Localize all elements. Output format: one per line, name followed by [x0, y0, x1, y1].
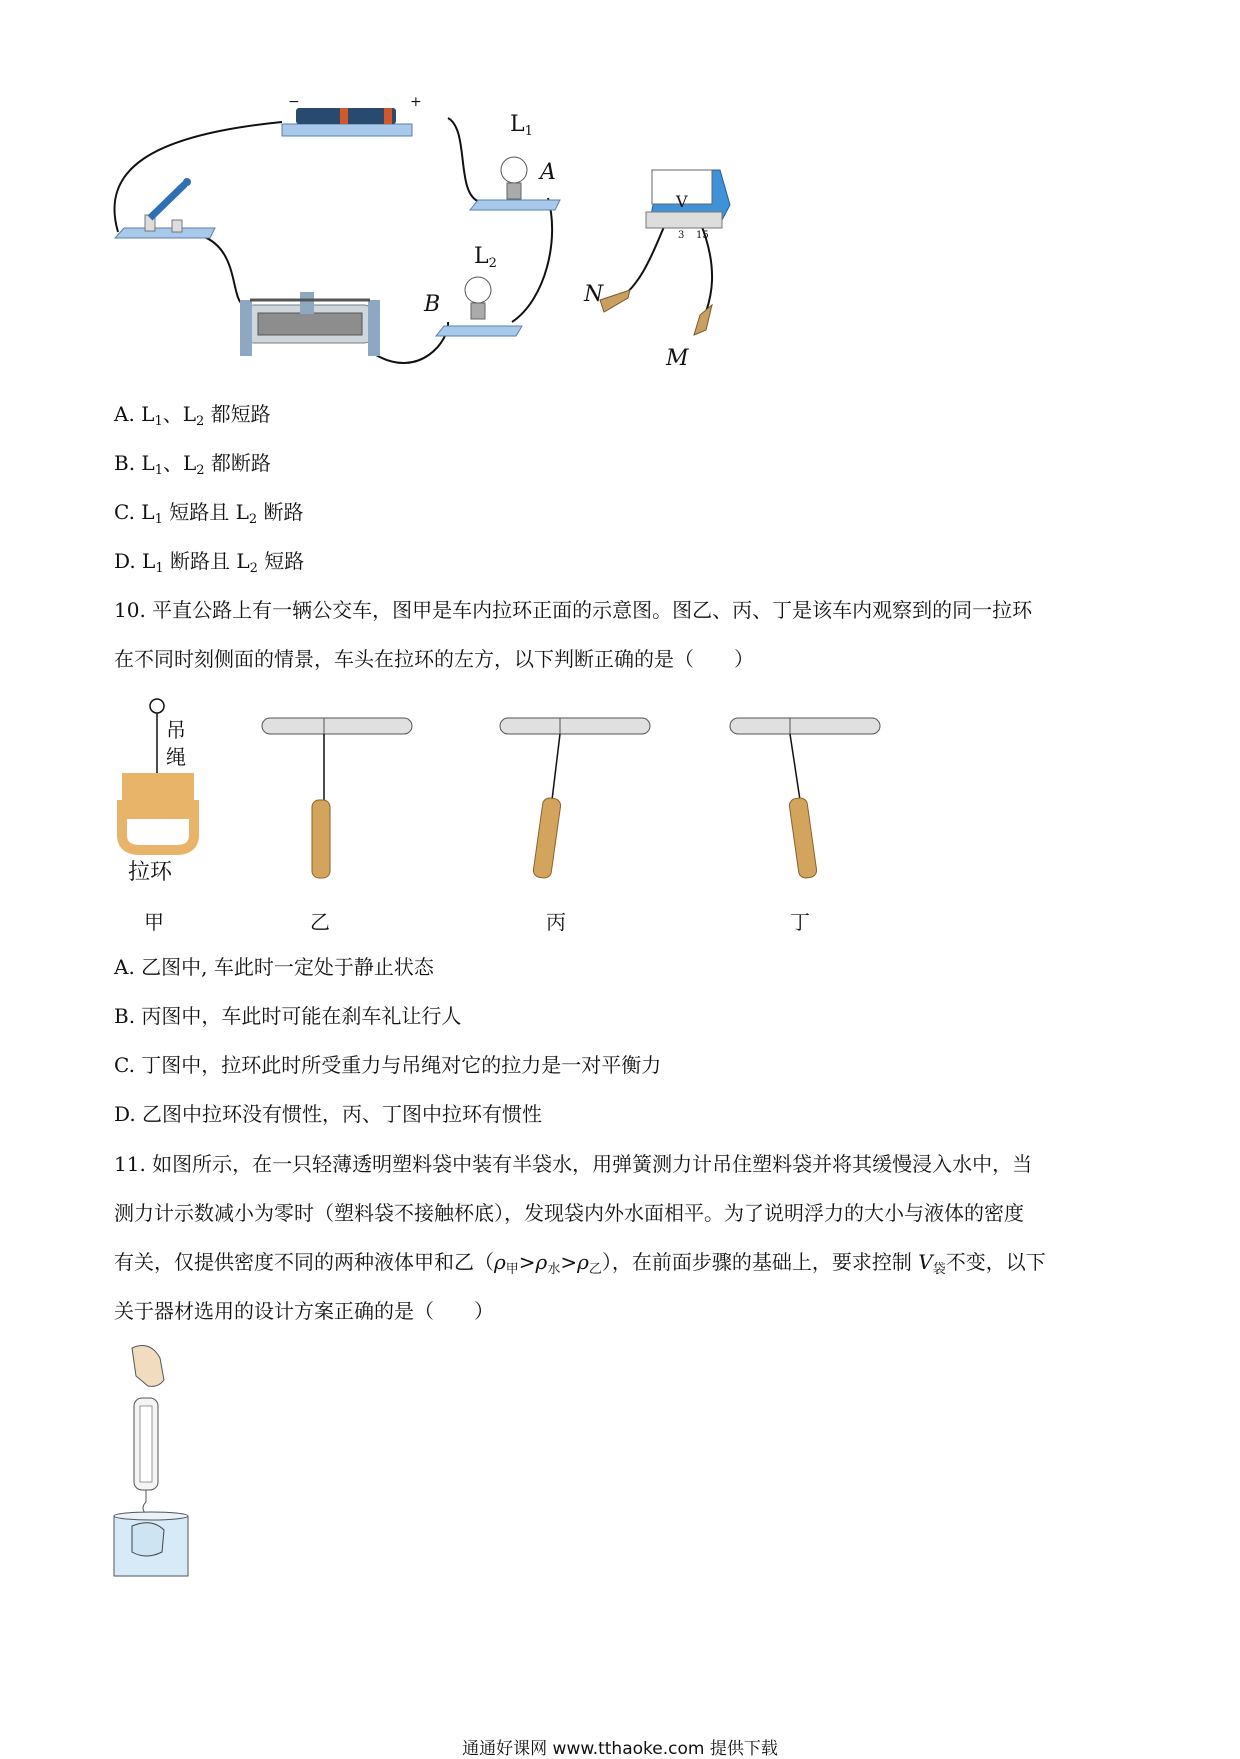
label-b: B: [424, 292, 441, 317]
caption-bing: 丙: [546, 910, 566, 934]
q9-option-a: A. $L_1$、$L_2$ 都短路: [114, 402, 271, 429]
battery-icon: [282, 108, 412, 136]
q11-line-1: 11. 如图所示，在一只轻薄透明塑料袋中装有半袋水，用弹簧测力计吊住塑料袋并将其缓慢浸入水中，当: [114, 1152, 1033, 1176]
label-15: 15: [696, 230, 709, 241]
q11-line-4: 关于器材选用的设计方案正确的是（ ）: [114, 1299, 494, 1323]
q11-line-3: 有关，仅提供密度不同的两种液体甲和乙$(\rho_甲>\rho_水>\rho_乙)$，在前面步骤的基础上，要求控制 $V_袋$不变，以下: [114, 1250, 1046, 1277]
q11-line-2: 测力计示数减小为零时（塑料袋不接触杯底），发现袋内外水面相平。为了说明浮力的大小与液体的密度: [114, 1201, 1024, 1225]
label-ring: 拉环: [128, 860, 173, 885]
hand-icon: [132, 1346, 164, 1387]
label-l2: $L_2$: [474, 244, 497, 271]
q9-option-b: B. $L_1$、$L_2$ 都断路: [114, 451, 271, 478]
ring-side-ding-icon: [730, 718, 880, 879]
circuit-diagram: [0, 0, 1240, 400]
label-n: N: [584, 282, 604, 307]
caption-yi: 乙: [310, 910, 330, 934]
q10-line-2: 在不同时刻侧面的情景，车头在拉环的左方，以下判断正确的是（ ）: [114, 647, 754, 671]
label-rope-2: 绳: [166, 745, 186, 769]
q9-option-c: C. $L_1$ 短路且 $L_2$ 断路: [114, 500, 304, 527]
label-minus: −: [288, 94, 300, 110]
label-l1: $L_1$: [510, 112, 533, 139]
q10-option-b: B. 丙图中，车此时可能在刹车礼让行人: [114, 1004, 462, 1028]
q9-option-d: D. $L_1$ 断路且 $L_2$ 短路: [114, 549, 305, 576]
label-v: V: [676, 192, 688, 211]
spring-scale-icon: [134, 1398, 158, 1514]
caption-ding: 丁: [790, 910, 810, 934]
label-3: 3: [678, 230, 685, 241]
ring-side-yi-icon: [262, 718, 412, 878]
beaker-icon: [114, 1512, 188, 1576]
label-m: M: [666, 346, 689, 371]
clip-m-icon: [694, 305, 712, 335]
rheostat-icon: [240, 292, 380, 356]
caption-jia: 甲: [144, 910, 164, 934]
q10-line-1: 10. 平直公路上有一辆公交车，图甲是车内拉环正面的示意图。图乙、丙、丁是该车内观察到的同一拉环: [114, 598, 1033, 622]
q10-option-c: C. 丁图中，拉环此时所受重力与吊绳对它的拉力是一对平衡力: [114, 1053, 662, 1077]
label-plus: +: [410, 94, 422, 110]
hanging-ring-diagram: [0, 690, 1240, 910]
q10-option-a: A. 乙图中, 车此时一定处于静止状态: [114, 955, 434, 979]
footer: 通通好课网 www.tthaoke.com 提供下载: [462, 1739, 778, 1759]
switch-icon: [115, 178, 215, 238]
voltmeter-icon: [646, 170, 730, 228]
spring-scale-diagram: [100, 1340, 400, 1600]
label-rope-1: 吊: [166, 718, 186, 742]
label-a: A: [540, 160, 556, 185]
clip-n-icon: [600, 290, 630, 312]
q10-option-d: D. 乙图中拉环没有惯性，丙、丁图中拉环有惯性: [114, 1102, 543, 1126]
lamp-l2-icon: [436, 277, 522, 336]
ring-side-bing-icon: [500, 718, 650, 879]
